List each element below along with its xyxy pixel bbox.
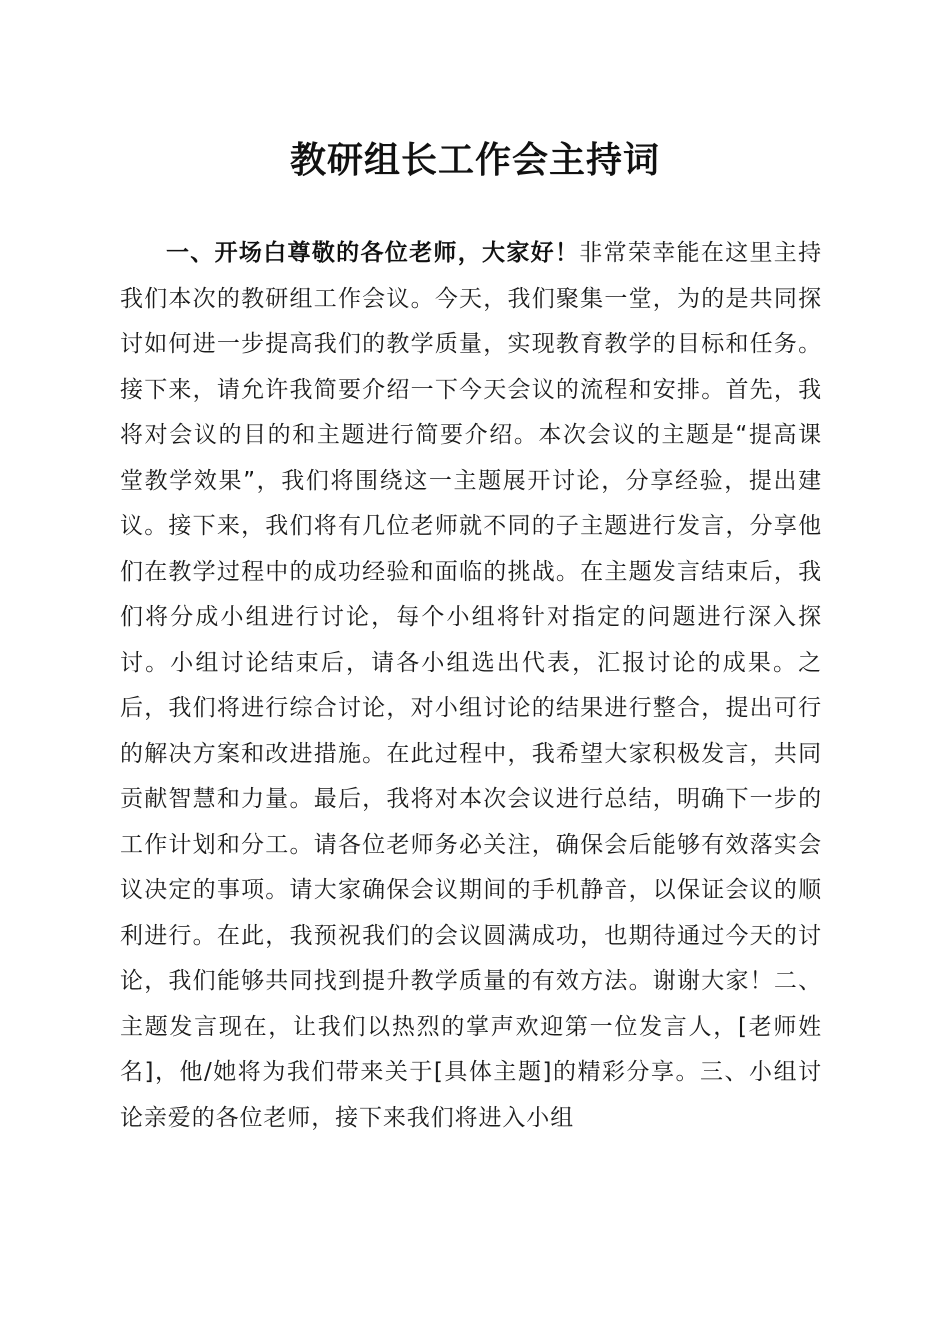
document-body <box>120 231 822 1141</box>
section-heading-opening: 一、开场白尊敬的各位老师，大家好！ <box>166 240 580 266</box>
document-title: 教研组长工作会主持词 <box>289 139 660 181</box>
body-paragraph: 非常荣幸能在这里主持我们本次的教研组工作会议。今天，我们聚集一堂，为的是共同探讨如何进一步提高我们的教学质量，实现教育教学的目标和任务。接下来，请允许我简要介绍一下今天会议的流程和安排。首先，我将对会议的目的和主题进行简要介绍。本次会议的主题是“提高课堂教学效果”，我们将围绕这一主题展开讨论，分享经验，提出建议。接下来，我们将有几位老师就不同的子主题进行发言，分享他们在教学过程中的成功经验和面临的挑战。在主题发言结束后，我们将分成小组进行讨论，每个小组将针对指定的问题进行深入探讨。小组讨论结束后，请各小组选出代表，汇报讨论的成果。之后，我们将进行综合讨论，对小组讨论的结果进行整合，提出可行的解决方案和改进措施。在此过程中，我希望大家积极发言，共同贡献智慧和力量。最后，我将对本次会议进行总结，明确下一步的工作计划和分工。请各位老师务必关注，确保会后能够有效落实会议决定的事项。请大家确保会议期间的手机静音，以保证会议的顺利进行。在此，我预祝我们的会议圆满成功，也期待通过今天的讨论，我们能够共同找到提升教学质量的有效方法。谢谢大家！二、主题发言现在，让我们以热烈的掌声欢迎第一位发言人，[老师姓名]，他/她将为我们带来关于[具体主题]的精彩分享。三、小组讨论亲爱的各位老师，接下来我们将进入小组 <box>120 240 822 1131</box>
